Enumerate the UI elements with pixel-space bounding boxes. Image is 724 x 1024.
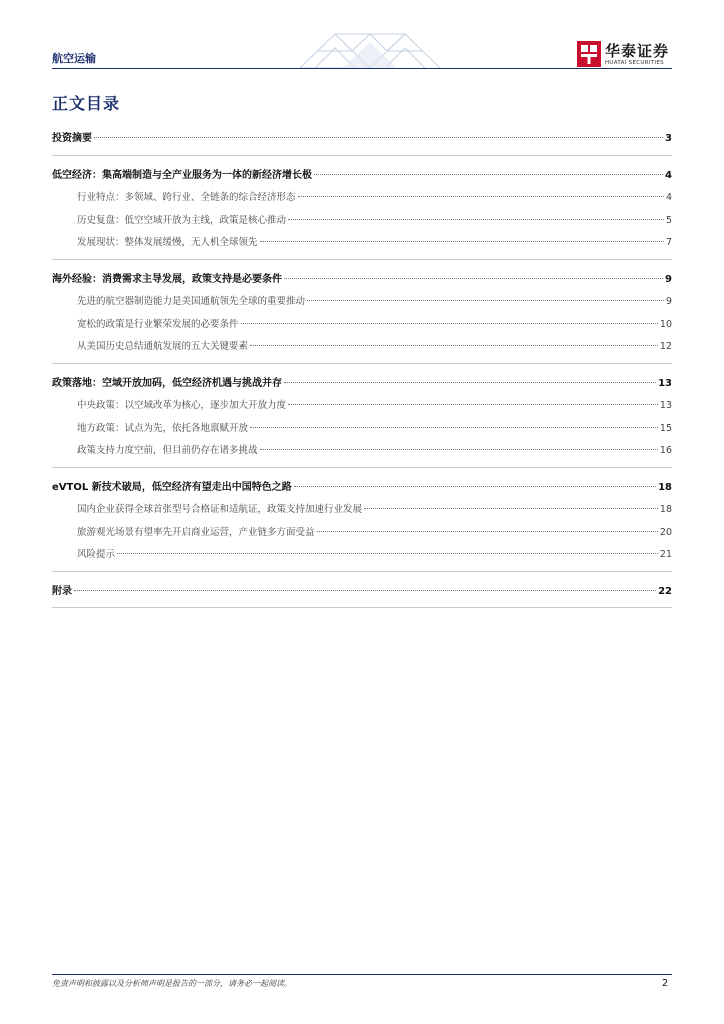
toc-subsection-entry[interactable] [52, 499, 672, 522]
brand-name-cn: 华泰证券 [605, 42, 670, 60]
dot-leader [250, 427, 658, 428]
dot-leader [284, 382, 656, 383]
toc-entry-page: 4 [665, 192, 672, 203]
toc-chapter-entry[interactable] [52, 128, 672, 151]
table-of-contents [52, 128, 672, 617]
header-category: 航空运输 [52, 52, 96, 65]
toc-subsection-entry[interactable] [52, 232, 672, 255]
toc-entry-page: 18 [659, 504, 672, 515]
toc-chapter-entry[interactable] [52, 581, 672, 604]
toc-entry-title: 政策落地：空域开放加码，低空经济机遇与挑战并存 [52, 377, 282, 389]
page-number: 2 [662, 978, 669, 989]
toc-entry-title: 政策支持力度空前，但目前仍存在诸多挑战 [77, 445, 258, 456]
toc-entry-title: 海外经验：消费需求主导发展，政策支持是必要条件 [52, 273, 282, 285]
toc-entry-title: 行业特点：多领域、跨行业、全链条的综合经济形态 [77, 192, 296, 203]
toc-subsection-entry[interactable] [52, 395, 672, 418]
toc-subsection-entry[interactable] [52, 314, 672, 337]
toc-entry-title: 发展现状：整体发展缓慢，无人机全球领先 [77, 237, 258, 248]
toc-entry-page: 9 [665, 296, 672, 307]
header-decorative-graphic [295, 28, 445, 70]
toc-entry-page: 21 [659, 549, 672, 560]
toc-entry-page: 16 [659, 445, 672, 456]
toc-entry-page: 13 [658, 377, 672, 389]
toc-entry-title: 国内企业获得全球首张型号合格证和适航证，政策支持加速行业发展 [77, 504, 363, 515]
toc-entry-page: 7 [665, 237, 672, 248]
toc-subsection-entry[interactable] [52, 291, 672, 314]
dot-leader [250, 345, 658, 346]
toc-entry-page: 3 [665, 133, 672, 144]
toc-section [52, 373, 672, 468]
toc-section [52, 477, 672, 572]
toc-section [52, 269, 672, 364]
toc-entry-page: 5 [665, 214, 672, 226]
toc-entry-title: 先进的航空器制造能力是美国通航领先全球的重要推动 [77, 296, 306, 307]
toc-subsection-entry[interactable] [52, 544, 672, 567]
dot-leader [74, 590, 656, 591]
toc-entry-title: 历史复盘：低空空域开放为主线，政策是核心推动 [77, 214, 287, 226]
header-divider [52, 68, 672, 69]
toc-entry-title: 宽松的政策是行业繁荣发展的必要条件 [77, 318, 239, 330]
toc-entry-title: 地方政策：试点为先，依托各地禀赋开放 [77, 422, 249, 434]
toc-chapter-entry[interactable] [52, 373, 672, 396]
toc-entry-page: 9 [665, 273, 672, 285]
toc-subsection-entry[interactable] [52, 522, 672, 545]
dot-leader [288, 219, 664, 220]
dot-leader [284, 278, 663, 279]
dot-leader [314, 174, 663, 175]
toc-chapter-entry[interactable] [52, 165, 672, 188]
toc-section [52, 128, 672, 156]
toc-entry-title: 旅游观光场景有望率先开启商业运营，产业链多方面受益 [77, 526, 315, 538]
footer-divider [52, 974, 672, 975]
huatai-logo-mark-icon [577, 41, 601, 67]
toc-entry-title: 附录 [52, 585, 72, 597]
toc-title: 正文目录 [52, 94, 121, 113]
dot-leader [364, 508, 658, 509]
toc-entry-page: 22 [658, 585, 672, 597]
toc-entry-title: 低空经济：集高端制造与全产业服务为一体的新经济增长极 [52, 169, 312, 181]
toc-entry-title: 风险提示 [77, 549, 116, 560]
toc-subsection-entry[interactable] [52, 210, 672, 233]
toc-subsection-entry[interactable] [52, 440, 672, 463]
dot-leader [94, 137, 663, 138]
dot-leader [288, 404, 658, 405]
toc-entry-page: 12 [659, 341, 672, 352]
toc-entry-page: 18 [658, 481, 672, 493]
dot-leader [317, 531, 658, 532]
dot-leader [294, 486, 656, 487]
toc-entry-title: eVTOL 新技术破局，低空经济有望走出中国特色之路 [52, 481, 292, 493]
toc-subsection-entry[interactable] [52, 187, 672, 210]
toc-entry-page: 20 [659, 526, 672, 538]
toc-entry-title: 中央政策：以空域改革为核心，逐步加大开放力度 [77, 400, 287, 411]
dot-leader [241, 323, 658, 324]
dot-leader [298, 196, 664, 197]
toc-entry-title: 从美国历史总结通航发展的五大关键要素 [77, 341, 249, 352]
toc-chapter-entry[interactable] [52, 269, 672, 292]
toc-subsection-entry[interactable] [52, 418, 672, 441]
toc-chapter-entry[interactable] [52, 477, 672, 500]
dot-leader [117, 553, 658, 554]
toc-entry-page: 10 [659, 318, 672, 330]
toc-entry-title: 投资摘要 [52, 133, 92, 144]
footer-disclaimer: 免责声明和披露以及分析师声明是报告的一部分，请务必一起阅读。 [52, 979, 292, 988]
toc-entry-page: 4 [665, 169, 672, 181]
toc-entry-page: 15 [659, 422, 672, 434]
brand-name-en: HUATAI SECURITIES [605, 60, 664, 66]
dot-leader [260, 449, 658, 450]
toc-subsection-entry[interactable] [52, 336, 672, 359]
toc-section [52, 581, 672, 609]
toc-entry-page: 13 [659, 400, 672, 411]
toc-section [52, 165, 672, 260]
dot-leader [260, 241, 664, 242]
dot-leader [307, 300, 664, 301]
